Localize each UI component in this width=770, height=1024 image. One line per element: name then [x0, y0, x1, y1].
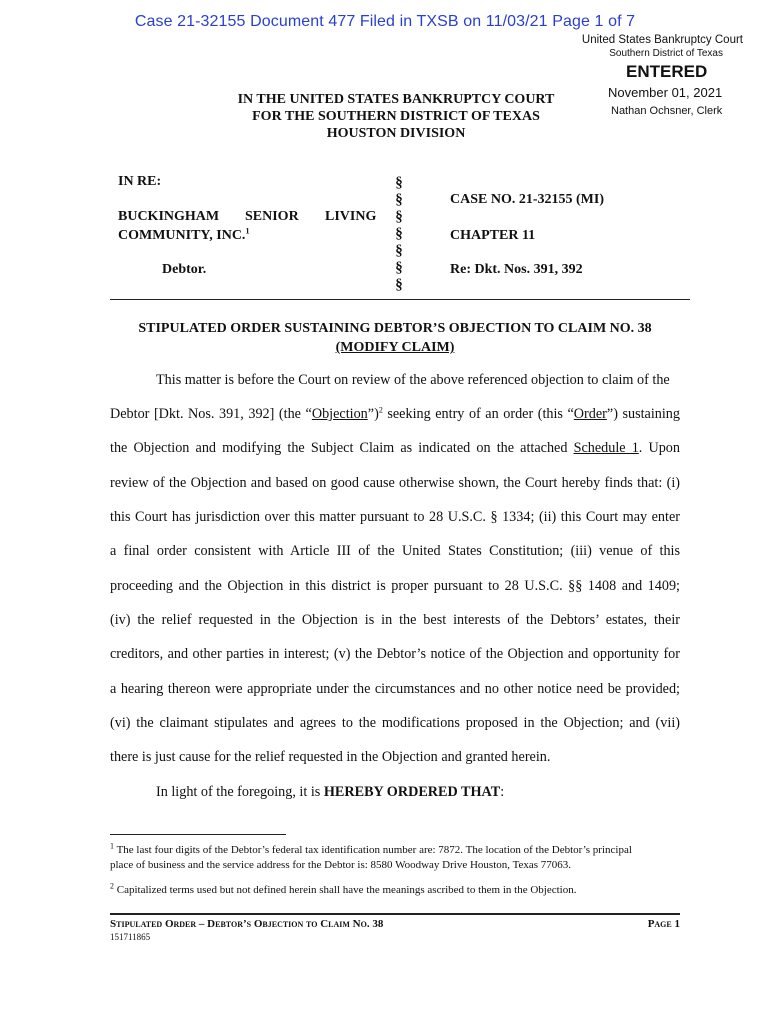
document-number: 151711865	[110, 932, 151, 942]
body-line: (vi) the claimant stipulates and agrees to the modifications proposed in the Objection; and (vii)	[110, 715, 680, 731]
footnote-separator	[110, 834, 286, 835]
court-caption	[196, 91, 596, 142]
footer-rule	[110, 913, 680, 915]
footnote-1-line-2: place of business and the service address for the Debtor is: 8580 Woodway Drive Houston, Texas 77063.	[110, 859, 572, 871]
in-re-label: IN RE:	[118, 174, 162, 189]
body-line: review of the Objection and based on good cause otherwise shown, the Court hereby finds that: (i)	[110, 475, 680, 491]
caption-line-1: IN THE UNITED STATES BANKRUPTCY COURT	[237, 92, 555, 107]
body-line	[110, 440, 680, 457]
hereby-ordered: HEREBY ORDERED THAT	[323, 784, 501, 800]
body-line: this Court has jurisdiction over this matter pursuant to 28 U.S.C. § 1334; (ii) this Court may enter	[110, 509, 680, 525]
debtor-name-word-3: LIVING	[325, 209, 377, 224]
footnote-ref-1: 1	[245, 226, 250, 236]
footnote-1-text: The last four digits of the Debtor’s federal tax identification number are: 7872. The location of the Debtor’s principal	[116, 844, 632, 856]
debtor-name-line-2	[118, 228, 249, 244]
section-symbol: §	[395, 260, 403, 276]
footnote-1-line-1	[110, 843, 682, 858]
section-symbol: §	[395, 175, 403, 191]
caption-line-3: HOUSTON DIVISION	[326, 126, 466, 141]
docket-reference: Re: Dkt. Nos. 391, 392	[450, 262, 583, 277]
body-line: a hearing thereon were appropriate under the circumstances and no other notice need be provided;	[110, 681, 680, 697]
debtor-name-word-1: BUCKINGHAM	[118, 209, 220, 224]
body-line: proceeding and the Objection in this district is proper pursuant to 28 U.S.C. §§ 1408 and 1409;	[110, 578, 680, 594]
body-line: (iv) the relief requested in the Objection is in the best interests of the Debtors’ estates, their	[110, 612, 680, 628]
text-run: the Objection and modifying the Subject Claim as indicated on the attached	[110, 440, 574, 456]
debtor-name-word-2: SENIOR	[245, 209, 299, 224]
order-title	[110, 319, 680, 357]
debtor-name-2: COMMUNITY, INC.	[118, 228, 246, 243]
case-number: CASE NO. 21-32155 (MI)	[450, 192, 604, 207]
footnote-2-mark: 2	[110, 881, 114, 891]
page-number: Page 1	[647, 918, 680, 930]
footnote-2	[110, 883, 682, 898]
text-run: Debtor [Dkt. Nos. 391, 392] (the “	[110, 406, 312, 422]
text-run: seeking entry of an order (this “	[382, 406, 574, 422]
entered-stamp: ENTERED	[626, 62, 708, 81]
clerk-name: Nathan Ochsner, Clerk	[611, 105, 723, 117]
text-run: ”)	[367, 406, 379, 422]
text-run: In light of the foregoing, it is	[156, 784, 324, 800]
footnote-1-mark: 1	[110, 841, 114, 851]
caption-divider	[110, 299, 690, 300]
section-symbol: §	[395, 192, 403, 208]
chapter: CHAPTER 11	[450, 228, 536, 243]
order-title-line-2: (MODIFY CLAIM)	[335, 340, 455, 355]
section-symbol: §	[395, 226, 403, 242]
section-symbol: §	[395, 209, 403, 225]
section-symbol: §	[395, 243, 403, 259]
footer-title: Stipulated Order – Debtor’s Objection to Claim No. 38	[110, 918, 384, 930]
stamp-district: Southern District of Texas	[609, 48, 723, 59]
footnote-1	[110, 843, 682, 873]
defined-term-order: Order	[573, 406, 607, 422]
caption-line-2: FOR THE SOUTHERN DISTRICT OF TEXAS	[252, 109, 540, 124]
filing-stamp-header: Case 21-32155 Document 477 Filed in TXSB on 11/03/21 Page 1 of 7	[134, 13, 636, 30]
schedule-reference: Schedule 1	[573, 440, 639, 456]
footnote-2-text: Capitalized terms used but not defined herein shall have the meanings ascribed to them in the Objection.	[116, 884, 577, 896]
ordered-intro	[156, 784, 504, 801]
entered-date: November 01, 2021	[608, 85, 723, 100]
body-line	[110, 406, 680, 423]
text-run: :	[500, 784, 505, 800]
text-run: ”) sustaining	[606, 406, 680, 422]
body-line: This matter is before the Court on review of the above referenced objection to claim of the	[156, 372, 670, 388]
section-symbol: §	[395, 277, 403, 293]
order-title-line-1: STIPULATED ORDER SUSTAINING DEBTOR’S OBJECTION TO CLAIM NO. 38	[138, 321, 652, 336]
body-line: a final order consistent with Article III of the United States Constitution; (iii) venue of this	[110, 543, 680, 559]
body-line: there is just cause for the relief requested in the Objection and granted herein.	[110, 749, 551, 765]
stamp-court: United States Bankruptcy Court	[581, 34, 743, 46]
footnote-ref-2: 2	[378, 405, 383, 415]
text-run: . Upon	[638, 440, 680, 456]
body-line: creditors, and other parties in interest; (v) the Debtor’s notice of the Objection and opportunity for	[110, 646, 680, 662]
debtor-label: Debtor.	[162, 262, 207, 277]
defined-term-objection: Objection	[311, 406, 368, 422]
